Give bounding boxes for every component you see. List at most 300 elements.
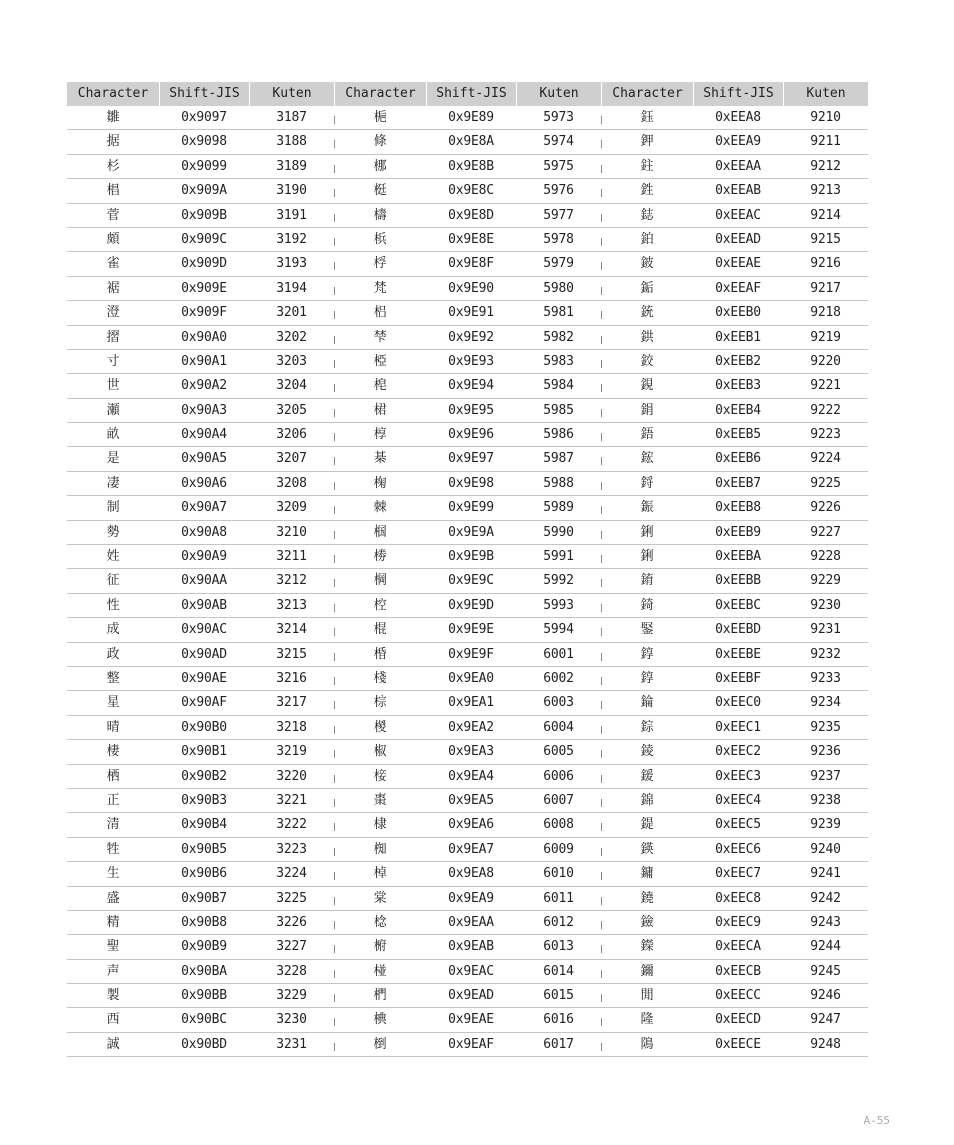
cell-kuten: 9227 [810, 524, 841, 540]
cell-character: 桴 [373, 256, 387, 272]
cell-shift-jis: 0x90BC [181, 1012, 227, 1028]
cell-shift-jis: 0x9EAF [448, 1036, 494, 1052]
cell-character: 精 [106, 914, 120, 930]
cell-kuten: 3193 [276, 256, 307, 272]
cell-kuten: 3207 [276, 451, 307, 467]
cell-kuten: 3229 [276, 988, 307, 1004]
cell-kuten: 9210 [810, 110, 841, 125]
cell-character: 桾 [373, 402, 387, 418]
table-row [67, 667, 868, 691]
cell-shift-jis: 0xEEA8 [715, 110, 761, 125]
column-group [334, 765, 601, 788]
cell-shift-jis: 0x9EA8 [448, 866, 494, 882]
column-group [601, 301, 868, 324]
cell-shift-jis: 0xEEBE [715, 646, 761, 662]
cell-shift-jis: 0x90B8 [181, 914, 227, 930]
column-group [334, 106, 601, 129]
cell-character: 椣 [373, 1012, 387, 1028]
column-group [601, 862, 868, 885]
group-separator [601, 555, 602, 563]
cell-shift-jis: 0x9E9F [448, 646, 494, 662]
cell-character: 梛 [373, 158, 387, 174]
cell-shift-jis: 0x9E8D [448, 207, 494, 223]
table-row [67, 765, 868, 789]
cell-character: 製 [106, 988, 120, 1004]
cell-shift-jis: 0x90B5 [181, 841, 227, 857]
cell-shift-jis: 0xEEAD [715, 231, 761, 247]
column-group [334, 350, 601, 373]
cell-kuten: 3227 [276, 939, 307, 955]
cell-shift-jis: 0x9E97 [448, 451, 494, 467]
group-separator [334, 336, 335, 344]
cell-shift-jis: 0xEECE [715, 1036, 761, 1052]
table-row [67, 1008, 868, 1032]
cell-kuten: 5978 [543, 231, 574, 247]
column-group [601, 935, 868, 958]
cell-shift-jis: 0x90A4 [181, 427, 227, 443]
cell-character: 姓 [106, 549, 120, 565]
column-group [334, 277, 601, 300]
column-group [601, 960, 868, 983]
cell-shift-jis: 0x9EAA [448, 914, 494, 930]
cell-character: 聖 [106, 939, 120, 955]
cell-character: 成 [106, 622, 120, 638]
cell-kuten: 5977 [543, 207, 574, 223]
column-group [601, 179, 868, 202]
table-row [67, 643, 868, 667]
cell-shift-jis: 0x9EA3 [448, 744, 494, 760]
cell-kuten: 9233 [810, 670, 841, 686]
cell-character: 檮 [373, 207, 387, 223]
group-separator [601, 653, 602, 661]
cell-shift-jis: 0x90B3 [181, 792, 227, 808]
cell-character: 摺 [106, 329, 120, 345]
cell-shift-jis: 0xEEBC [715, 597, 761, 613]
column-group [67, 1033, 334, 1056]
cell-kuten: 6001 [543, 646, 574, 662]
cell-kuten: 5982 [543, 329, 574, 345]
table-body [67, 106, 868, 1057]
cell-shift-jis: 0x90B9 [181, 939, 227, 955]
table-row [67, 326, 868, 350]
cell-shift-jis: 0xEEBF [715, 670, 761, 686]
cell-character: 錂 [640, 744, 654, 760]
cell-character: 鐃 [640, 890, 654, 906]
column-group [67, 521, 334, 544]
cell-kuten: 3205 [276, 402, 307, 418]
group-separator [334, 750, 335, 758]
group-separator [334, 799, 335, 807]
cell-shift-jis: 0x9099 [181, 158, 227, 174]
table-row [67, 887, 868, 911]
group-separator [334, 994, 335, 1002]
cell-character: 誠 [106, 1036, 120, 1052]
column-group [67, 887, 334, 910]
cell-character: 盛 [106, 890, 120, 906]
column-group [334, 691, 601, 714]
group-separator [601, 433, 602, 441]
cell-character: 雛 [106, 110, 120, 125]
cell-shift-jis: 0x9E96 [448, 427, 494, 443]
cell-kuten: 6010 [543, 866, 574, 882]
cell-shift-jis: 0x90AD [181, 646, 227, 662]
column-group [601, 984, 868, 1007]
cell-character: 梃 [373, 183, 387, 199]
cell-shift-jis: 0x9EA5 [448, 792, 494, 808]
cell-character: 鋓 [640, 549, 654, 565]
column-group [601, 447, 868, 470]
cell-kuten: 3226 [276, 914, 307, 930]
cell-character: 棣 [373, 817, 387, 833]
cell-character: 椥 [373, 841, 387, 857]
group-separator [334, 677, 335, 685]
column-group [601, 740, 868, 763]
cell-character: 声 [106, 963, 120, 979]
column-group [67, 106, 334, 129]
table-row [67, 399, 868, 423]
cell-kuten: 3202 [276, 329, 307, 345]
cell-kuten: 9238 [810, 792, 841, 808]
cell-character: 棍 [373, 622, 387, 638]
column-group [601, 326, 868, 349]
cell-shift-jis: 0x9EA7 [448, 841, 494, 857]
column-group [334, 472, 601, 495]
group-separator [601, 994, 602, 1002]
column-group [334, 935, 601, 958]
column-group [334, 301, 601, 324]
cell-character: 鏞 [640, 866, 654, 882]
cell-shift-jis: 0x9EA6 [448, 817, 494, 833]
table-row [67, 277, 868, 301]
cell-kuten: 9234 [810, 695, 841, 711]
group-separator [601, 140, 602, 148]
group-separator [334, 384, 335, 392]
group-separator [601, 604, 602, 612]
column-group [67, 374, 334, 397]
cell-shift-jis: 0x90B0 [181, 719, 227, 735]
cell-kuten: 5975 [543, 158, 574, 174]
cell-shift-jis: 0xEEB8 [715, 500, 761, 516]
header-kuten: Kuten [516, 82, 601, 106]
cell-character: 錝 [640, 719, 654, 735]
group-separator [601, 848, 602, 856]
cell-kuten: 6013 [543, 939, 574, 955]
group-separator [334, 628, 335, 636]
cell-shift-jis: 0xEEAC [715, 207, 761, 223]
group-separator [601, 311, 602, 319]
column-group [67, 228, 334, 251]
column-group [334, 887, 601, 910]
cell-kuten: 9231 [810, 622, 841, 638]
cell-shift-jis: 0x9E8B [448, 158, 494, 174]
column-group [601, 643, 868, 666]
table-row [67, 935, 868, 959]
cell-shift-jis: 0xEEC9 [715, 914, 761, 930]
cell-character: 銗 [640, 280, 654, 296]
column-group [67, 350, 334, 373]
cell-shift-jis: 0x90BA [181, 963, 227, 979]
group-separator [601, 482, 602, 490]
column-group [601, 106, 868, 129]
cell-character: 征 [106, 573, 120, 589]
column-group [334, 545, 601, 568]
cell-character: 錞 [640, 670, 654, 686]
cell-kuten: 6008 [543, 817, 574, 833]
table-row [67, 301, 868, 325]
table-row [67, 960, 868, 984]
cell-shift-jis: 0x909E [181, 280, 227, 296]
cell-shift-jis: 0x90B6 [181, 866, 227, 882]
cell-character: 勢 [106, 524, 120, 540]
cell-kuten: 5991 [543, 549, 574, 565]
column-group [601, 1033, 868, 1056]
column-group [67, 789, 334, 812]
column-group [601, 228, 868, 251]
column-group [67, 911, 334, 934]
table-row [67, 472, 868, 496]
cell-shift-jis: 0x9E93 [448, 353, 494, 369]
header-shift-jis: Shift-JIS [159, 82, 249, 106]
cell-character: 棘 [373, 500, 387, 516]
cell-character: 鉸 [640, 353, 654, 369]
cell-shift-jis: 0x90A8 [181, 524, 227, 540]
table-header [67, 82, 868, 106]
column-group [334, 521, 601, 544]
group-separator [601, 165, 602, 173]
cell-kuten: 6004 [543, 719, 574, 735]
cell-shift-jis: 0x90BB [181, 988, 227, 1004]
cell-kuten: 9222 [810, 402, 841, 418]
cell-kuten: 9220 [810, 353, 841, 369]
cell-character: 据 [106, 134, 120, 150]
column-group [67, 472, 334, 495]
cell-kuten: 3187 [276, 110, 307, 125]
cell-kuten: 9232 [810, 646, 841, 662]
column-group [334, 618, 601, 641]
cell-shift-jis: 0x9E9A [448, 524, 494, 540]
cell-shift-jis: 0xEEBA [715, 549, 761, 565]
cell-kuten: 6016 [543, 1012, 574, 1028]
cell-shift-jis: 0x90AE [181, 670, 227, 686]
cell-shift-jis: 0x90A2 [181, 378, 227, 394]
table-row [67, 984, 868, 1008]
group-separator [601, 970, 602, 978]
cell-kuten: 9214 [810, 207, 841, 223]
cell-character: 椦 [373, 549, 387, 565]
cell-kuten: 9217 [810, 280, 841, 296]
cell-shift-jis: 0xEEA9 [715, 134, 761, 150]
cell-character: 清 [106, 817, 120, 833]
cell-character: 棕 [373, 695, 387, 711]
cell-character: 栖 [106, 768, 120, 784]
column-group [601, 374, 868, 397]
cell-character: 鋝 [640, 475, 654, 491]
column-group [601, 911, 868, 934]
column-group [601, 399, 868, 422]
cell-shift-jis: 0x90A9 [181, 549, 227, 565]
group-separator [334, 872, 335, 880]
column-group [334, 667, 601, 690]
cell-shift-jis: 0xEEC3 [715, 768, 761, 784]
column-group [601, 789, 868, 812]
column-group [67, 765, 334, 788]
group-separator [601, 238, 602, 246]
column-group [334, 496, 601, 519]
cell-shift-jis: 0xEEB2 [715, 353, 761, 369]
cell-shift-jis: 0x9E92 [448, 329, 494, 345]
table-row [67, 204, 868, 228]
header-shift-jis: Shift-JIS [426, 82, 516, 106]
column-group [601, 765, 868, 788]
group-separator [601, 116, 602, 124]
cell-kuten: 6011 [543, 890, 574, 906]
cell-kuten: 5994 [543, 622, 574, 638]
cell-shift-jis: 0xEEC5 [715, 817, 761, 833]
cell-kuten: 9235 [810, 719, 841, 735]
group-separator [601, 531, 602, 539]
cell-shift-jis: 0xEEB0 [715, 305, 761, 321]
group-separator [334, 701, 335, 709]
code-table [67, 82, 868, 1057]
cell-kuten: 9247 [810, 1012, 841, 1028]
group-separator [334, 409, 335, 417]
cell-shift-jis: 0x9E8C [448, 183, 494, 199]
cell-kuten: 5980 [543, 280, 574, 296]
cell-kuten: 5992 [543, 573, 574, 589]
cell-kuten: 3228 [276, 963, 307, 979]
column-group [334, 326, 601, 349]
cell-character: 寸 [106, 353, 120, 369]
group-separator [334, 238, 335, 246]
cell-shift-jis: 0xEEB6 [715, 451, 761, 467]
cell-shift-jis: 0x9E98 [448, 475, 494, 491]
cell-kuten: 3223 [276, 841, 307, 857]
group-separator [601, 799, 602, 807]
cell-kuten: 3224 [276, 866, 307, 882]
table-row [67, 716, 868, 740]
column-group [67, 691, 334, 714]
cell-kuten: 3191 [276, 207, 307, 223]
cell-character: 棊 [373, 451, 387, 467]
cell-character: 鍰 [640, 768, 654, 784]
column-group [67, 252, 334, 275]
cell-character: 錡 [640, 597, 654, 613]
cell-character: 是 [106, 451, 120, 467]
column-group [67, 1008, 334, 1031]
column-group [67, 301, 334, 324]
group-separator [334, 311, 335, 319]
cell-kuten: 5981 [543, 305, 574, 321]
cell-character: 梠 [373, 305, 387, 321]
cell-character: 鈹 [640, 256, 654, 272]
column-group [334, 252, 601, 275]
cell-character: 鋻 [640, 622, 654, 638]
cell-shift-jis: 0x9E90 [448, 280, 494, 296]
header-character: Character [77, 86, 149, 101]
column-group [601, 423, 868, 446]
cell-kuten: 3216 [276, 670, 307, 686]
group-separator [334, 604, 335, 612]
cell-kuten: 5974 [543, 134, 574, 150]
column-group [334, 1033, 601, 1056]
cell-shift-jis: 0xEECB [715, 963, 761, 979]
cell-kuten: 9244 [810, 939, 841, 955]
column-group [601, 252, 868, 275]
cell-kuten: 3230 [276, 1012, 307, 1028]
cell-character: 椙 [106, 183, 120, 199]
cell-character: 椡 [373, 1036, 387, 1052]
group-separator [334, 506, 335, 514]
cell-character: 鋙 [640, 427, 654, 443]
header-character: Character [601, 82, 693, 106]
table-row [67, 838, 868, 862]
cell-character: 鋓 [640, 524, 654, 540]
cell-shift-jis: 0x9EAB [448, 939, 494, 955]
column-group [67, 496, 334, 519]
cell-character: 錀 [640, 695, 654, 711]
cell-kuten: 3231 [276, 1036, 307, 1052]
table-row [67, 374, 868, 398]
cell-kuten: 6012 [543, 914, 574, 930]
cell-shift-jis: 0x90AA [181, 573, 227, 589]
cell-character: 瀬 [106, 402, 120, 418]
cell-character: 性 [106, 597, 120, 613]
cell-character: 棧 [373, 670, 387, 686]
cell-character: 鋠 [640, 500, 654, 516]
cell-shift-jis: 0x9EAD [448, 988, 494, 1004]
header-character: Character [334, 82, 426, 106]
cell-shift-jis: 0x909F [181, 305, 227, 321]
cell-kuten: 6002 [543, 670, 574, 686]
cell-kuten: 3220 [276, 768, 307, 784]
cell-kuten: 5990 [543, 524, 574, 540]
cell-character: 梍 [373, 378, 387, 394]
cell-kuten: 9225 [810, 475, 841, 491]
column-group [67, 545, 334, 568]
column-group [334, 960, 601, 983]
column-group [67, 984, 334, 1007]
group-separator [601, 287, 602, 295]
group-separator [334, 531, 335, 539]
column-group [67, 130, 334, 153]
group-separator [334, 262, 335, 270]
column-group [601, 155, 868, 178]
cell-character: 銃 [640, 305, 654, 321]
column-group [67, 277, 334, 300]
cell-kuten: 3188 [276, 134, 307, 150]
column-group [67, 569, 334, 592]
column-group [601, 496, 868, 519]
group-separator [334, 555, 335, 563]
cell-kuten: 9246 [810, 988, 841, 1004]
group-separator [601, 506, 602, 514]
cell-shift-jis: 0xEEC8 [715, 890, 761, 906]
cell-kuten: 9221 [810, 378, 841, 394]
cell-kuten: 9236 [810, 744, 841, 760]
cell-shift-jis: 0xEEB3 [715, 378, 761, 394]
cell-shift-jis: 0x90B7 [181, 890, 227, 906]
cell-character: 裾 [106, 280, 120, 296]
column-group [67, 716, 334, 739]
cell-kuten: 5993 [543, 597, 574, 613]
cell-kuten: 3225 [276, 890, 307, 906]
cell-shift-jis: 0x90B2 [181, 768, 227, 784]
table-row [67, 252, 868, 276]
cell-character: 椌 [373, 597, 387, 613]
table-row [67, 228, 868, 252]
cell-character: 椪 [373, 963, 387, 979]
group-separator [601, 945, 602, 953]
